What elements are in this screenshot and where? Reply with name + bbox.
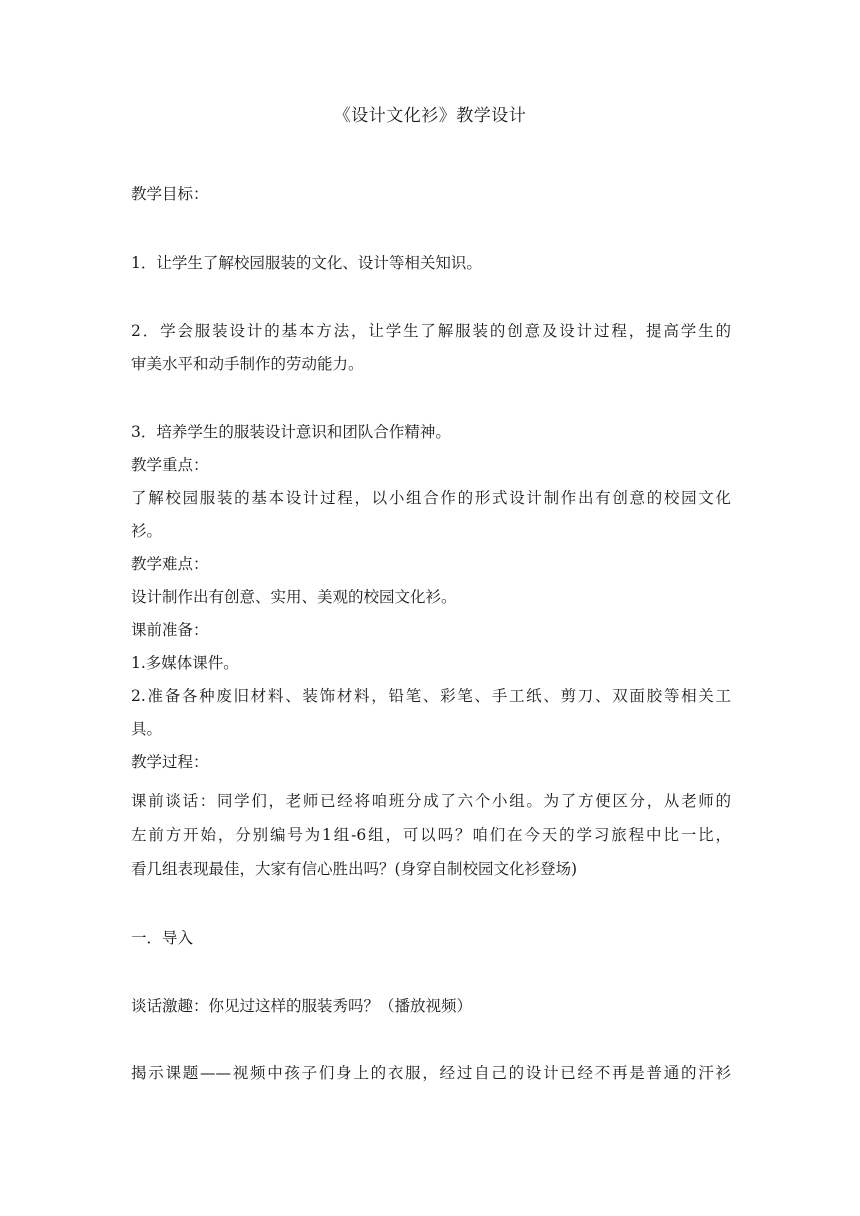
- heading-key-points: 教学重点：: [131, 456, 209, 474]
- reveal-topic-line: 揭示课题——视频中孩子们身上的衣服，经过自己的设计已经不再是普通的汗衫: [131, 1064, 731, 1082]
- pre-class-talk-line-2: 左前方开始，分别编号为1组-6组，可以吗？咱们在今天的学习旅程中比一比，: [131, 826, 731, 844]
- introduction-talk: 谈话激趣：你见过这样的服装秀吗？（播放视频）: [131, 997, 473, 1015]
- pre-class-talk-line-1: 课前谈话：同学们，老师已经将咱班分成了六个小组。为了方便区分，从老师的: [131, 792, 731, 810]
- heading-difficulties: 教学难点：: [131, 555, 209, 573]
- key-points-line-2: 衫。: [131, 522, 163, 540]
- goal-3: 3．培养学生的服装设计意识和团队合作精神。: [131, 423, 451, 441]
- goal-2-line-2: 审美水平和动手制作的劳动能力。: [131, 355, 364, 373]
- preparation-item-2-line-1: 2.准备各种废旧材料、装饰材料，铅笔、彩笔、手工纸、剪刀、双面胶等相关工: [131, 687, 731, 705]
- goal-2-line-1: 2．学会服装设计的基本方法，让学生了解服装的创意及设计过程，提高学生的: [131, 322, 731, 340]
- heading-teaching-goals: 教学目标：: [131, 185, 209, 203]
- key-points-line-1: 了解校园服装的基本设计过程，以小组合作的形式设计制作出有创意的校园文化: [131, 489, 731, 507]
- goal-1: 1．让学生了解校园服装的文化、设计等相关知识。: [131, 254, 482, 272]
- preparation-item-1: 1.多媒体课件。: [131, 654, 239, 672]
- preparation-item-2-line-2: 具。: [131, 720, 163, 738]
- difficulties-text: 设计制作出有创意、实用、美观的校园文化衫。: [131, 588, 457, 606]
- heading-preparation: 课前准备：: [131, 621, 209, 639]
- heading-process: 教学过程：: [131, 753, 209, 771]
- document-title: 《设计文化衫》教学设计: [333, 106, 527, 126]
- pre-class-talk-line-3: 看几组表现最佳，大家有信心胜出吗？(身穿自制校园文化衫登场): [131, 860, 578, 878]
- section-introduction: 一．导入: [131, 929, 194, 947]
